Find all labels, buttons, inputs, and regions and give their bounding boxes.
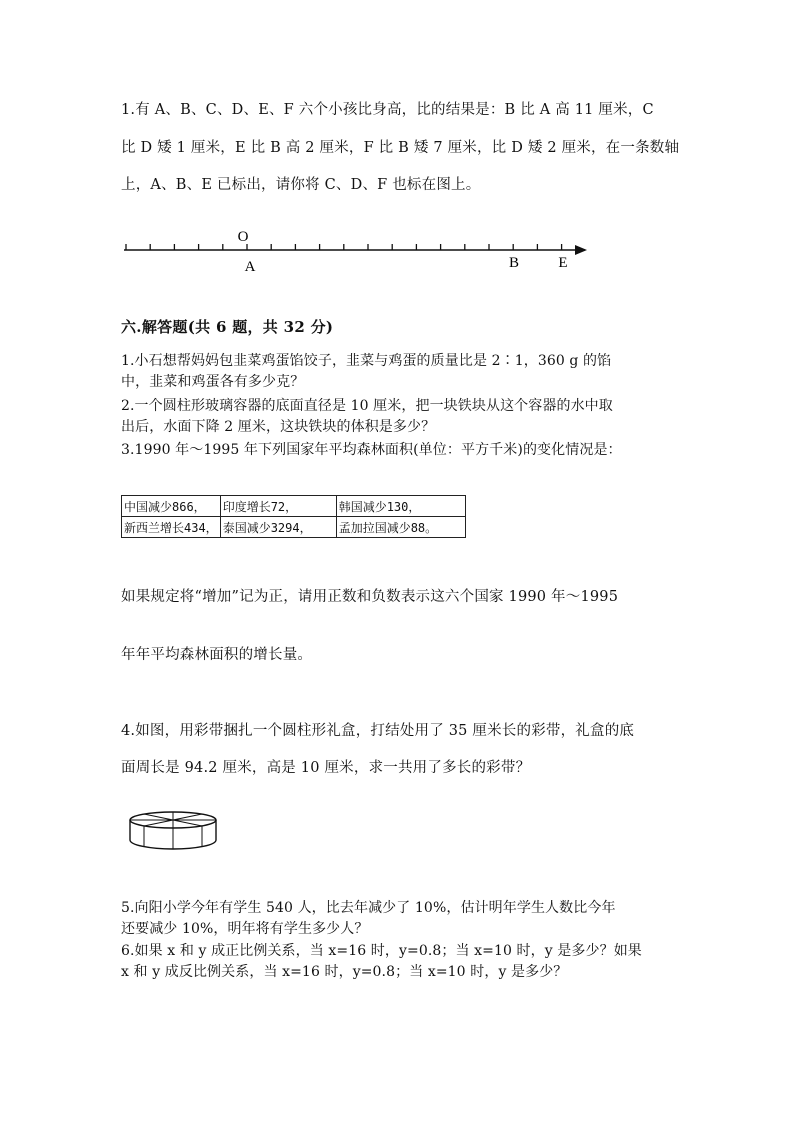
question-6-line-2: x 和 y 成反比例关系，当 x=16 时，y=0.8；当 x=10 时，y 是多少？ [121,964,568,980]
table-cell: 韩国减少130， [336,496,465,517]
table-row [122,517,466,538]
question-3-after-2: 年年平均森林面积的增长量。 [121,647,313,663]
point-e-label: E [558,255,568,271]
gift-box-figure [126,808,220,854]
question-4-line-1: 4.如图，用彩带捆扎一个圆柱形礼盒，打结处用了 35 厘米长的彩带，礼盒的底 [121,723,635,739]
question-3-after-1: 如果规定将“增加”记为正，请用正数和负数表示这六个国家 1990 年～1995 [121,589,619,605]
question-5-line-2: 还要减少 10%，明年将有学生多少人？ [121,921,369,937]
number-line-figure [115,222,605,277]
point-b-label: B [508,255,520,271]
table-cell: 泰国减少3294， [220,517,336,538]
section-title: 六.解答题(共 6 题，共 32 分) [121,318,334,336]
q1-line-1: 1.有 A、B、C、D、E、F 六个小孩比身高，比的结果是：B 比 A 高 11 厘米，C [121,102,654,118]
table-cell: 孟加拉国减少88。 [336,517,465,538]
question-3-line-1: 3.1990 年～1995 年下列国家年平均森林面积(单位：平方千米)的变化情况是： [121,442,622,458]
table-cell: 印度增长72， [220,496,336,517]
question-1-line-2: 中，韭菜和鸡蛋各有多少克？ [121,374,305,390]
table-cell: 中国减少866， [122,496,221,517]
question-2-line-2: 出后，水面下降 2 厘米，这块铁块的体积是多少？ [121,419,436,435]
table-row [122,496,466,517]
question-5-line-1: 5.向阳小学今年有学生 540 人，比去年减少了 10%，估计明年学生人数比今年 [121,900,616,916]
question-2-line-1: 2.一个圆柱形玻璃容器的底面直径是 10 厘米，把一块铁块从这个容器的水中取 [121,398,613,414]
origin-label: O [237,229,249,245]
ribbon-side [144,826,202,849]
forest-change-table [121,495,466,538]
q1-line-2: 比 D 矮 1 厘米，E 比 B 高 2 厘米，F 比 B 矮 7 厘米，比 D 矮 2 厘米，在一条数轴 [121,140,680,156]
question-4-line-2: 面周长是 94.2 厘米，高是 10 厘米，求一共用了多长的彩带？ [121,760,531,776]
point-a-label: A [244,259,256,275]
q1-line-3: 上，A、B、E 已标出，请你将 C、D、F 也标在图上。 [121,177,481,193]
question-6-line-1: 6.如果 x 和 y 成正比例关系，当 x=16 时，y=0.8；当 x=10 时，y 是多少？如果 [121,943,642,959]
number-line-arrow [575,245,587,255]
number-line-ticks [126,244,562,250]
table-cell: 新西兰增长434， [122,517,221,538]
question-1-line-1: 1.小石想帮妈妈包韭菜鸡蛋馅饺子，韭菜与鸡蛋的质量比是 2∶1，360 g 的馅 [121,353,612,369]
